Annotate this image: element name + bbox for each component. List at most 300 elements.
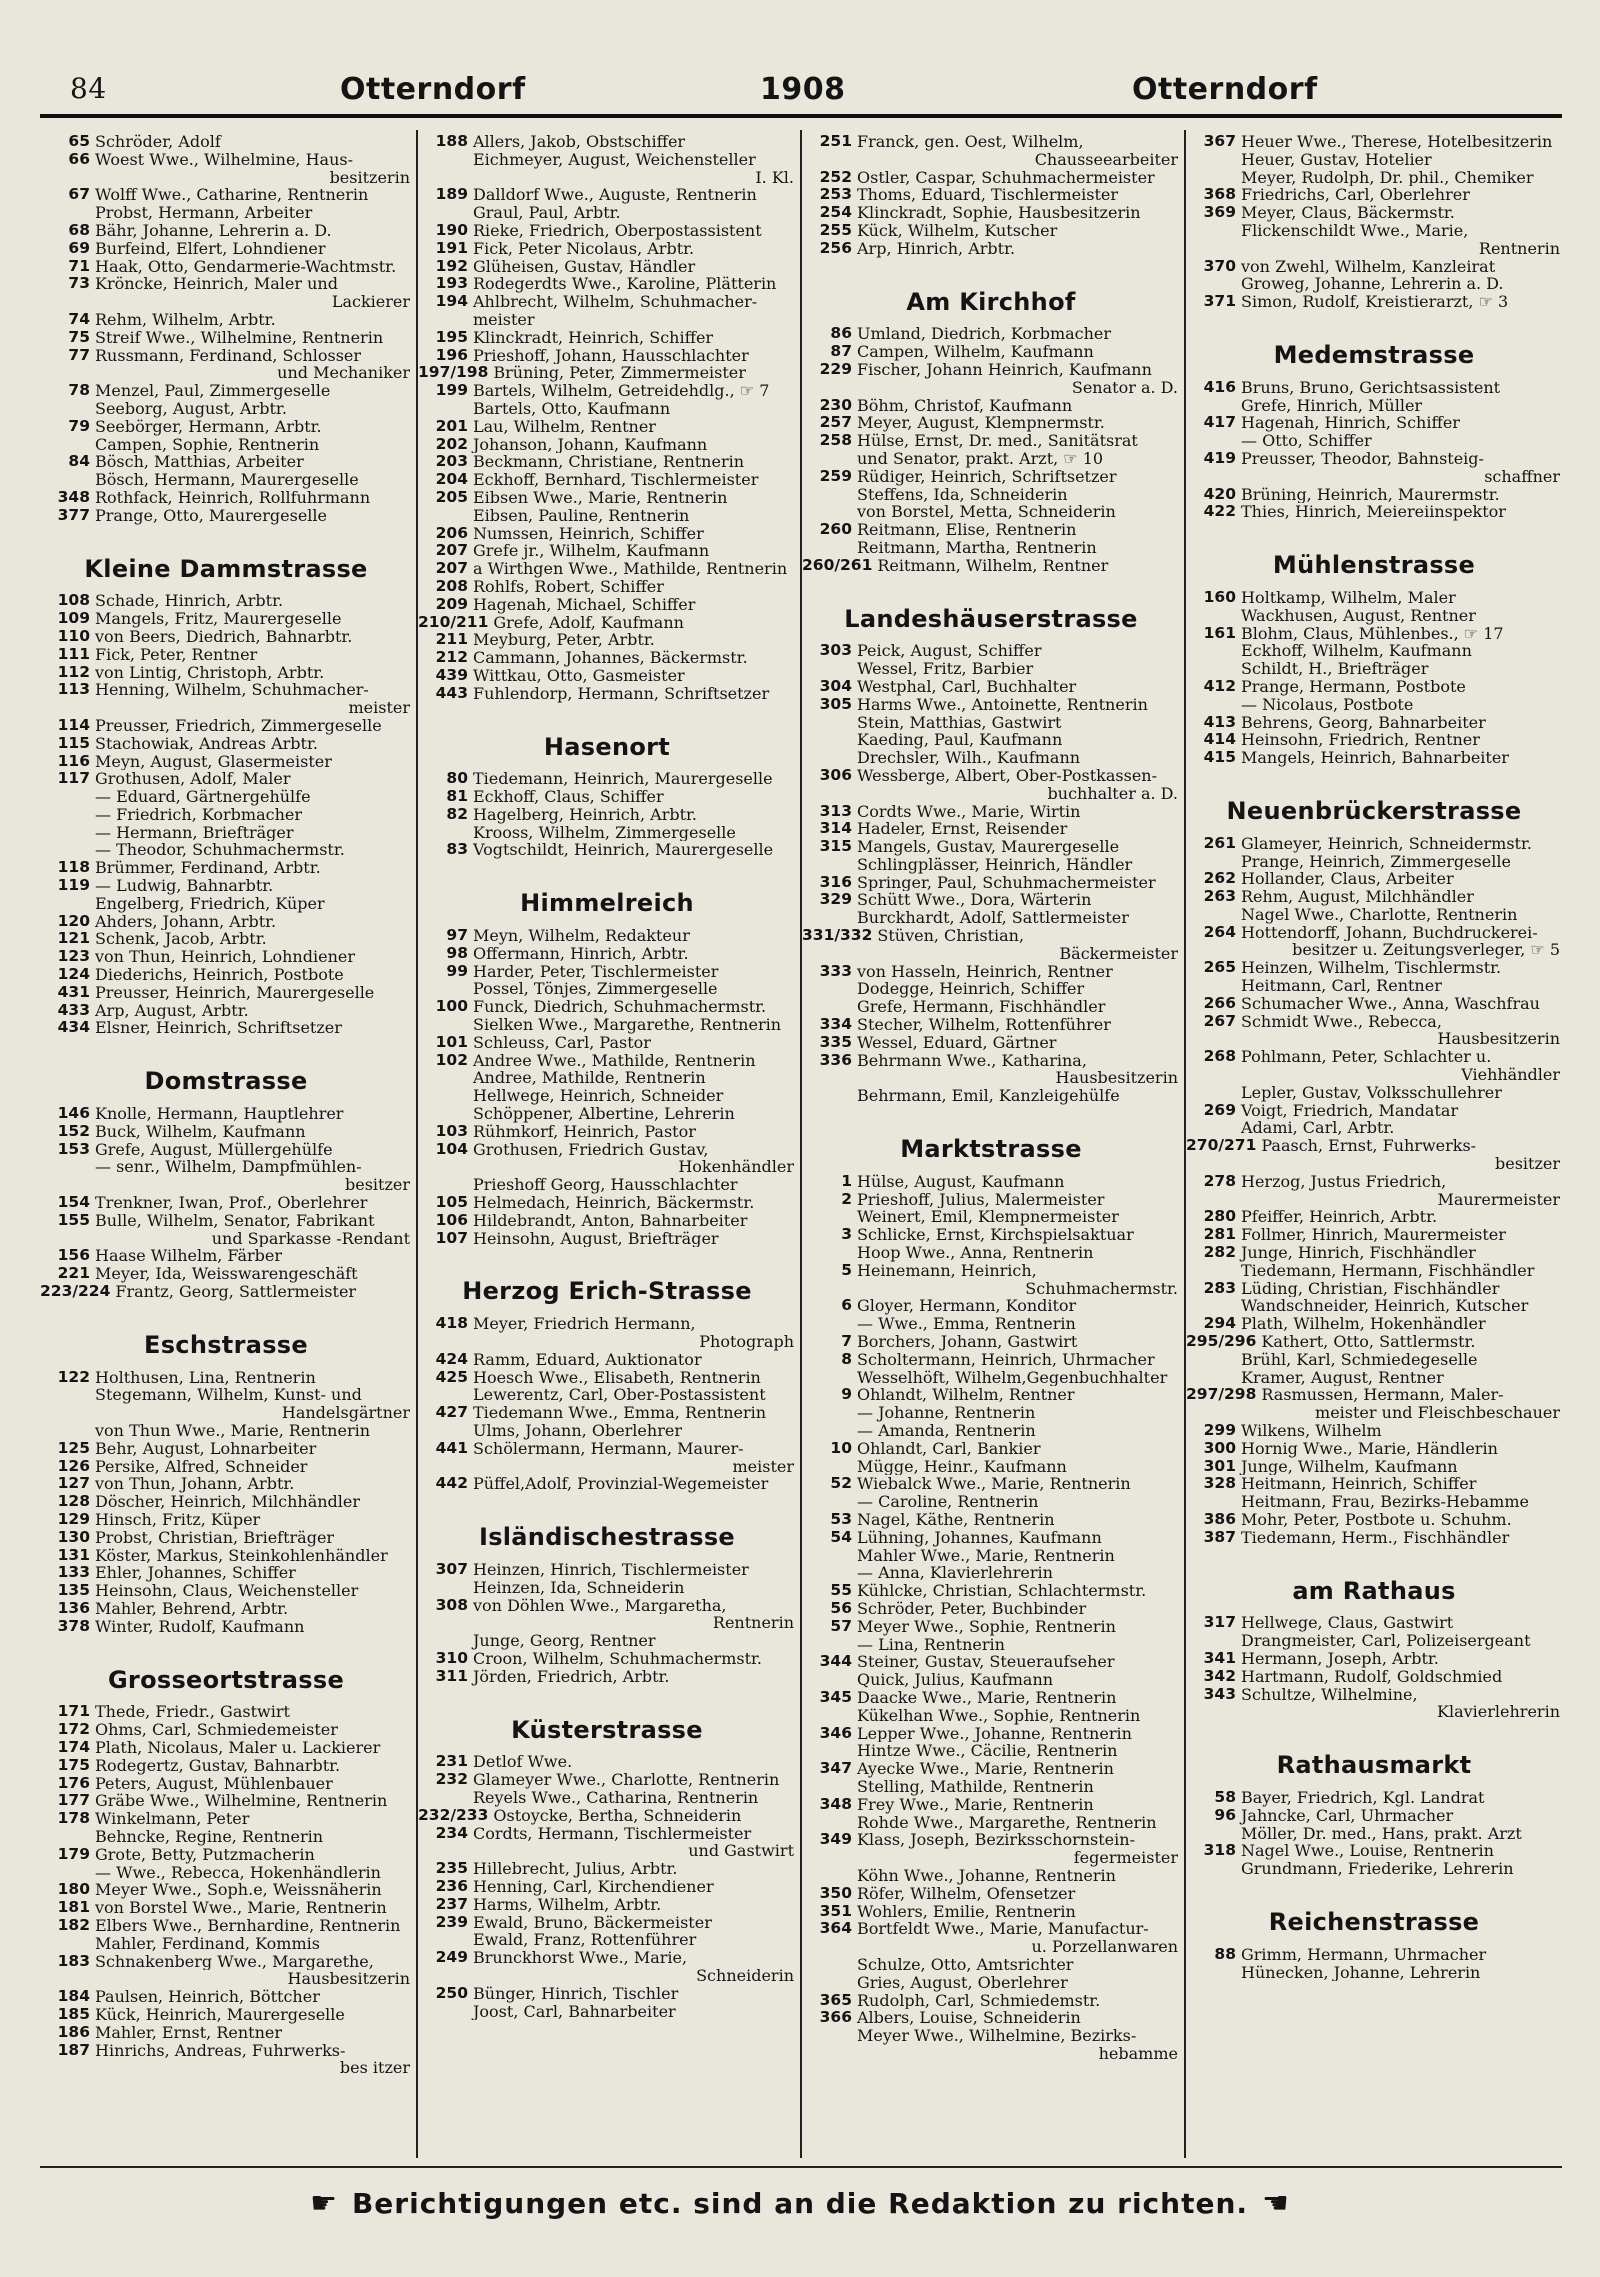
directory-entry	[418, 400, 796, 418]
resident-text: Ehler, Johannes, Schiffer	[95, 1564, 296, 1583]
directory-entry	[1186, 749, 1562, 767]
directory-entry	[40, 311, 412, 329]
directory-entry	[40, 382, 412, 400]
directory-entry	[1186, 1386, 1562, 1404]
entry-continuation: Viehhändler	[1461, 1066, 1560, 1084]
resident-text: — Lina, Rentnerin	[857, 1635, 1005, 1654]
house-number: 179	[57, 1845, 90, 1863]
resident-text: Hagenah, Michael, Schiffer	[473, 595, 696, 614]
house-number: 306	[819, 766, 852, 784]
resident-text: Heinzen, Ida, Schneiderin	[473, 1578, 685, 1597]
resident-text: Streif Wwe., Wilhelmine, Rentnerin	[95, 328, 384, 347]
resident-text: Tiedemann, Heinrich, Maurergeselle	[473, 770, 773, 789]
house-number: 351	[819, 1902, 852, 1920]
resident-text: Behrens, Georg, Bahnarbeiter	[1241, 713, 1486, 732]
house-number: 124	[57, 966, 90, 984]
resident-text: Ulms, Johann, Oberlehrer	[473, 1422, 682, 1440]
resident-text: Winter, Rudolf, Kaufmann	[95, 1617, 305, 1636]
directory-entry	[802, 1903, 1180, 1921]
directory-entry	[1186, 1333, 1562, 1351]
resident-text: Heinsohn, August, Briefträger	[473, 1229, 719, 1248]
house-number: 300	[1203, 1439, 1236, 1457]
directory-entry	[40, 471, 412, 489]
directory-entry	[418, 1931, 796, 1949]
directory-entry	[418, 649, 796, 667]
house-number: 304	[819, 677, 852, 695]
house-number: 307	[435, 1560, 468, 1578]
resident-text: Buck, Wilhelm, Kaufmann	[95, 1122, 306, 1141]
house-number: 434	[57, 1019, 90, 1037]
house-number: 172	[57, 1721, 90, 1739]
resident-text: Ohms, Carl, Schmiedemeister	[95, 1721, 338, 1739]
resident-text: Menzel, Paul, Zimmergeselle	[95, 382, 331, 400]
directory-entry	[802, 503, 1180, 521]
directory-entry	[1186, 186, 1562, 204]
directory-entry	[418, 382, 796, 400]
resident-text: Daacke Wwe., Marie, Rentnerin	[857, 1688, 1117, 1707]
directory-entry	[418, 311, 796, 329]
directory-entry	[802, 1582, 1180, 1600]
entry-continuation: besitzer u. Zeitungsverleger, ☞ 5	[1292, 941, 1560, 960]
house-number: 161	[1203, 624, 1236, 642]
resident-text: Harder, Peter, Tischlermeister	[473, 962, 719, 981]
directory-entry	[418, 471, 796, 489]
directory-entry	[40, 1283, 412, 1301]
directory-entry	[802, 856, 1180, 874]
resident-text: Hermann, Joseph, Arbtr.	[1241, 1649, 1439, 1668]
directory-entry	[418, 1087, 796, 1105]
entry-continuation: besitzer	[1494, 1155, 1560, 1173]
house-number: 311	[435, 1667, 468, 1685]
house-number: 113	[57, 681, 90, 699]
directory-entry	[40, 788, 412, 806]
house-number: 118	[57, 859, 90, 877]
directory-entry	[802, 1016, 1180, 1034]
house-number: 183	[57, 1952, 90, 1970]
directory-entry	[40, 1194, 412, 1212]
house-number: 386	[1203, 1510, 1236, 1528]
directory-entry	[40, 806, 412, 824]
house-number: 84	[68, 453, 90, 471]
resident-text: Hintze Wwe., Cäcilie, Rentnerin	[857, 1742, 1118, 1761]
resident-text: Engelberg, Friedrich, Küper	[95, 894, 325, 913]
directory-entry	[40, 1105, 412, 1123]
directory-entry	[40, 1600, 412, 1618]
directory-entry	[802, 1297, 1180, 1315]
house-number: 365	[819, 1991, 852, 2009]
directory-entry	[1186, 379, 1562, 397]
directory-entry	[802, 1725, 1180, 1743]
directory-entry	[802, 1707, 1180, 1725]
directory-entry	[802, 1636, 1180, 1654]
house-number: 88	[1214, 1945, 1236, 1963]
house-number: 135	[57, 1582, 90, 1600]
directory-entry	[1186, 1280, 1562, 1298]
resident-text: Hoesch Wwe., Elisabeth, Rentnerin	[473, 1368, 761, 1387]
house-number: 252	[819, 168, 852, 186]
directory-entry	[40, 453, 412, 471]
directory-entry	[802, 432, 1180, 450]
resident-text: Gräbe Wwe., Wilhelmine, Rentnerin	[95, 1792, 388, 1811]
house-number: 378	[57, 1617, 90, 1635]
directory-entry	[40, 770, 412, 788]
resident-text: Tiedemann, Herm., Fischhändler	[1241, 1528, 1510, 1547]
resident-text: Heinzen, Hinrich, Tischlermeister	[473, 1560, 749, 1579]
resident-text: Wesselhöft, Wilhelm,Gegenbuchhalter	[857, 1368, 1168, 1387]
house-number: 8	[841, 1350, 852, 1368]
resident-text: Hünecken, Johanne, Lehrerin	[1241, 1963, 1481, 1982]
street-heading: Grosseortstrasse	[107, 1665, 345, 1694]
street-heading: Am Kirchhof	[906, 287, 1076, 316]
directory-entry	[40, 895, 412, 913]
directory-entry	[418, 1949, 796, 1967]
directory-entry	[802, 539, 1180, 557]
directory-entry	[40, 1899, 412, 1917]
resident-text: Mangels, Gustav, Maurergeselle	[857, 838, 1120, 856]
directory-entry	[418, 489, 796, 507]
resident-text: Hülse, August, Kaufmann	[857, 1172, 1065, 1191]
resident-text: Grote, Betty, Putzmacherin	[95, 1845, 315, 1864]
resident-text: Heinzen, Wilhelm, Tischlermstr.	[1241, 959, 1502, 978]
resident-text: Stein, Matthias, Gastwirt	[857, 713, 1062, 732]
directory-entry	[1186, 1686, 1562, 1704]
directory-entry	[40, 735, 412, 753]
directory-entry	[40, 1935, 412, 1953]
directory-entry	[418, 1404, 796, 1422]
directory-entry	[418, 293, 796, 311]
resident-text: — Nicolaus, Postbote	[1241, 695, 1414, 714]
directory-entry	[1186, 607, 1562, 625]
directory-entry	[40, 1881, 412, 1899]
resident-text: Knolle, Hermann, Hauptlehrer	[95, 1105, 344, 1123]
resident-text: Kathert, Otto, Sattlermstr.	[1261, 1333, 1476, 1351]
directory-entry	[1186, 1351, 1562, 1369]
resident-text: Hildebrandt, Anton, Bahnarbeiter	[473, 1211, 748, 1230]
resident-text: — senr., Wilhelm, Dampfmühlen-	[95, 1158, 362, 1177]
directory-entry	[802, 874, 1180, 892]
resident-text: Schütt Wwe., Dora, Wärterin	[857, 891, 1092, 910]
resident-text: Quick, Julius, Kaufmann	[857, 1671, 1054, 1689]
entry-continuation: Maurermeister	[1437, 1190, 1560, 1209]
house-number: 195	[435, 328, 468, 346]
directory-entry	[40, 1582, 412, 1600]
resident-text: von Thun Wwe., Marie, Rentnerin	[95, 1422, 371, 1440]
resident-text: Rodegertz, Gustav, Bahnarbtr.	[95, 1756, 341, 1775]
resident-text: Nagel, Käthe, Rentnerin	[857, 1510, 1055, 1529]
resident-text: Schildt, H., Briefträger	[1241, 660, 1429, 678]
resident-text: Hornig Wwe., Marie, Händlerin	[1241, 1439, 1498, 1458]
house-number: 58	[1214, 1788, 1236, 1806]
house-number: 270/271	[1186, 1137, 1257, 1155]
resident-text: von Döhlen Wwe., Margaretha,	[473, 1596, 727, 1615]
resident-text: Wolff Wwe., Catharine, Rentnerin	[95, 186, 369, 205]
house-number: 81	[446, 788, 468, 806]
directory-entry	[418, 1034, 796, 1052]
resident-text: Blohm, Claus, Mühlenbes., ☞ 17	[1241, 624, 1504, 643]
entry-continuation: meister	[348, 699, 410, 717]
resident-text: Mangels, Fritz, Maurergeselle	[95, 610, 342, 628]
resident-text: Behncke, Regine, Rentnerin	[95, 1827, 324, 1846]
directory-entry	[1186, 133, 1562, 151]
directory-entry	[418, 578, 796, 596]
directory-entry	[1186, 642, 1562, 660]
resident-text: Rothfack, Heinrich, Rollfuhrmann	[95, 488, 371, 507]
directory-entry	[40, 1564, 412, 1582]
directory-entry	[40, 1475, 412, 1493]
directory-entry	[1186, 1369, 1562, 1387]
column-3	[802, 133, 1180, 2153]
house-number: 341	[1203, 1649, 1236, 1667]
house-number: 422	[1203, 503, 1236, 521]
resident-text: Preusser, Heinrich, Maurergeselle	[95, 983, 375, 1002]
directory-entry	[40, 1440, 412, 1458]
resident-text: — Amanda, Rentnerin	[857, 1422, 1036, 1440]
house-number: 5	[841, 1261, 852, 1279]
resident-text: Prange, Otto, Maurergeselle	[95, 506, 328, 525]
resident-text: Rüdiger, Heinrich, Schriftsetzer	[857, 467, 1117, 486]
directory-entry	[802, 1618, 1180, 1636]
resident-text: Behrmann Wwe., Katharina,	[857, 1051, 1087, 1070]
house-number: 78	[68, 382, 90, 400]
house-number: 108	[57, 592, 90, 610]
house-number: 152	[57, 1122, 90, 1140]
house-number: 236	[435, 1877, 468, 1895]
resident-text: Simon, Rudolf, Kreistierarzt, ☞ 3	[1241, 293, 1509, 311]
resident-text: Ohlandt, Carl, Bankier	[857, 1439, 1041, 1458]
resident-text: — Eduard, Gärtnergehülfe	[95, 788, 311, 806]
resident-text: Reyels Wwe., Catharina, Rentnerin	[473, 1788, 759, 1807]
directory-entry	[802, 838, 1180, 856]
directory-entry	[802, 1369, 1180, 1387]
resident-text: Behr, August, Lohnarbeiter	[95, 1439, 317, 1458]
house-number: 237	[435, 1895, 468, 1913]
resident-text: Harms Wwe., Antoinette, Rentnerin	[857, 695, 1148, 714]
resident-text: Probst, Hermann, Arbeiter	[95, 204, 313, 222]
house-number: 212	[435, 649, 468, 667]
directory-entry	[40, 1547, 412, 1565]
house-number: 347	[819, 1760, 852, 1778]
directory-entry	[40, 859, 412, 877]
resident-text: Ostler, Caspar, Schuhmachermeister	[857, 168, 1155, 187]
directory-entry	[1186, 432, 1562, 450]
directory-entry	[1186, 258, 1562, 276]
directory-entry	[802, 1034, 1180, 1052]
street-heading: Landeshäuserstrasse	[844, 604, 1138, 633]
resident-text: Nagel Wwe., Louise, Rentnerin	[1241, 1842, 1494, 1861]
house-number: 265	[1203, 959, 1236, 977]
resident-text: Lepler, Gustav, Volksschullehrer	[1241, 1083, 1502, 1102]
directory-entry	[418, 275, 796, 293]
house-number: 120	[57, 912, 90, 930]
directory-entry	[418, 1351, 796, 1369]
directory-entry	[802, 1689, 1180, 1707]
directory-entry	[1186, 1297, 1562, 1315]
directory-entry	[40, 436, 412, 454]
directory-entry	[418, 1807, 796, 1825]
directory-entry	[40, 418, 412, 436]
directory-entry	[40, 489, 412, 507]
resident-text: Mahler Wwe., Marie, Rentnerin	[857, 1546, 1115, 1565]
resident-text: — Wwe., Rebecca, Hokenhändlerin	[95, 1863, 381, 1882]
resident-text: Dalldorf Wwe., Auguste, Rentnerin	[473, 186, 757, 205]
directory-entry	[40, 841, 412, 859]
resident-text: Cordts Wwe., Marie, Wirtin	[857, 802, 1081, 821]
house-number: 368	[1203, 186, 1236, 204]
house-number: 278	[1203, 1172, 1236, 1190]
entry-continuation: und Mechaniker	[277, 364, 410, 383]
resident-text: Holtkamp, Wilhelm, Maler	[1241, 588, 1456, 607]
directory-entry	[1186, 1632, 1562, 1650]
resident-text: Glameyer, Heinrich, Schneidermstr.	[1241, 834, 1532, 853]
directory-entry	[802, 1191, 1180, 1209]
directory-entry	[418, 1369, 796, 1387]
house-number: 259	[819, 467, 852, 485]
entry-continuation: Rentnerin	[712, 1614, 794, 1633]
house-number: 182	[57, 1916, 90, 1934]
directory-entry	[40, 275, 412, 293]
directory-entry	[40, 1422, 412, 1440]
directory-entry	[802, 1992, 1180, 2010]
directory-entry	[418, 980, 796, 998]
resident-text: Eckhoff, Claus, Schiffer	[473, 788, 664, 806]
house-number: 260/261	[802, 556, 873, 574]
directory-entry	[802, 1956, 1180, 1974]
resident-text: Hinsch, Fritz, Küper	[95, 1510, 261, 1529]
resident-text: von Borstel, Metta, Schneiderin	[857, 503, 1116, 522]
resident-text: Kükelhan Wwe., Sophie, Rentnerin	[857, 1706, 1141, 1725]
directory-entry	[40, 186, 412, 204]
resident-text: Schenk, Jacob, Arbtr.	[95, 930, 267, 949]
house-number: 187	[57, 2041, 90, 2059]
resident-text: Brüning, Peter, Zimmermeister	[493, 364, 746, 383]
directory-entry	[1186, 1614, 1562, 1632]
house-number: 55	[830, 1582, 852, 1600]
resident-text: Stüven, Christian,	[877, 927, 1025, 945]
directory-entry	[1186, 995, 1562, 1013]
directory-entry	[802, 1742, 1180, 1760]
directory-entry	[418, 347, 796, 365]
house-number: 333	[819, 962, 852, 980]
house-number: 345	[819, 1688, 852, 1706]
house-number: 66	[68, 150, 90, 168]
house-number: 335	[819, 1033, 852, 1051]
directory-entry	[418, 133, 796, 151]
house-number: 370	[1203, 257, 1236, 275]
resident-text: Henning, Wilhelm, Schuhmacher-	[95, 681, 369, 700]
house-number: 54	[830, 1528, 852, 1546]
resident-text: Köhn Wwe., Johanne, Rentnerin	[857, 1866, 1116, 1885]
resident-text: Klass, Joseph, Bezirksschornstein-	[857, 1831, 1135, 1850]
resident-text: Numssen, Heinrich, Schiffer	[473, 524, 704, 543]
directory-entry	[1186, 293, 1562, 311]
resident-text: Heuer, Gustav, Hotelier	[1241, 150, 1432, 169]
directory-entry	[802, 1511, 1180, 1529]
resident-text: Heitmann, Frau, Bezirks-Hebamme	[1241, 1493, 1529, 1511]
house-number: 106	[435, 1211, 468, 1229]
resident-text: Hinrichs, Andreas, Fuhrwerks-	[95, 2041, 346, 2060]
directory-entry	[418, 1896, 796, 1914]
resident-text: Hagenah, Hinrich, Schiffer	[1241, 414, 1460, 433]
house-number: 206	[435, 524, 468, 542]
entry-continuation: meister	[732, 1457, 794, 1476]
directory-entry	[418, 927, 796, 945]
resident-text: Grothusen, Friedrich Gustav,	[473, 1140, 709, 1159]
resident-text: Kück, Heinrich, Maurergeselle	[95, 2005, 345, 2024]
directory-entry	[40, 1864, 412, 1882]
house-number: 229	[819, 360, 852, 378]
street-heading: Marktstrasse	[900, 1135, 1082, 1164]
resident-text: Klinckradt, Heinrich, Schiffer	[473, 328, 714, 347]
house-number: 129	[57, 1510, 90, 1528]
house-number: 232	[435, 1771, 468, 1789]
directory-entry	[40, 610, 412, 628]
directory-entry	[40, 913, 412, 931]
directory-entry	[418, 1230, 796, 1248]
directory-entry	[1186, 1964, 1562, 1982]
directory-entry	[802, 1796, 1180, 1814]
directory-entry	[418, 525, 796, 543]
resident-text: Voigt, Friedrich, Mandatar	[1241, 1101, 1459, 1120]
resident-text: Possel, Tönjes, Zimmergeselle	[473, 980, 718, 999]
directory-entry	[802, 660, 1180, 678]
directory-entry	[1186, 1262, 1562, 1280]
house-number: 210/211	[418, 613, 489, 631]
resident-text: Westphal, Carl, Buchhalter	[857, 677, 1077, 696]
house-number: 313	[819, 802, 852, 820]
directory-entry	[418, 841, 796, 859]
resident-text: Arp, Hinrich, Arbtr.	[857, 239, 1016, 258]
house-number: 57	[830, 1617, 852, 1635]
resident-text: Bösch, Matthias, Arbeiter	[95, 453, 304, 472]
directory-entry	[40, 1618, 412, 1636]
house-number: 348	[57, 488, 90, 506]
resident-text: Gries, August, Oberlehrer	[857, 1973, 1068, 1992]
directory-entry	[40, 1828, 412, 1846]
house-number: 3	[841, 1226, 852, 1244]
directory-entry	[418, 258, 796, 276]
directory-entry	[1186, 1208, 1562, 1226]
directory-entry	[1186, 450, 1562, 468]
directory-entry	[1186, 169, 1562, 187]
house-number: 297/298	[1186, 1386, 1257, 1404]
directory-entry	[40, 717, 412, 735]
directory-entry	[802, 1422, 1180, 1440]
house-number: 87	[830, 343, 852, 361]
resident-text: Steiner, Gustav, Steueraufseher	[857, 1653, 1115, 1672]
resident-text: Probst, Christian, Briefträger	[95, 1528, 335, 1547]
street-heading: Mühlenstrasse	[1272, 551, 1476, 580]
street-heading: Kleine Dammstrasse	[84, 554, 368, 583]
directory-entry	[40, 1757, 412, 1775]
house-number: 130	[57, 1528, 90, 1546]
directory-entry	[40, 1953, 412, 1971]
house-number: 83	[446, 841, 468, 859]
directory-entry	[802, 325, 1180, 343]
house-number: 96	[1214, 1806, 1236, 1824]
directory-entry	[418, 1650, 796, 1668]
house-number: 348	[819, 1795, 852, 1813]
resident-text: Grimm, Hermann, Uhrmacher	[1241, 1945, 1487, 1964]
directory-entry	[1186, 1789, 1562, 1807]
street-heading: Eschstrasse	[144, 1330, 308, 1359]
house-number: 154	[57, 1194, 90, 1212]
resident-text: Wandschneider, Heinrich, Kutscher	[1241, 1297, 1529, 1316]
directory-entry	[40, 1265, 412, 1283]
resident-text: Diederichs, Heinrich, Postbote	[95, 966, 344, 984]
directory-entry	[1186, 1119, 1562, 1137]
directory-entry	[1186, 1137, 1562, 1155]
resident-text: Plath, Wilhelm, Hokenhändler	[1241, 1315, 1486, 1334]
